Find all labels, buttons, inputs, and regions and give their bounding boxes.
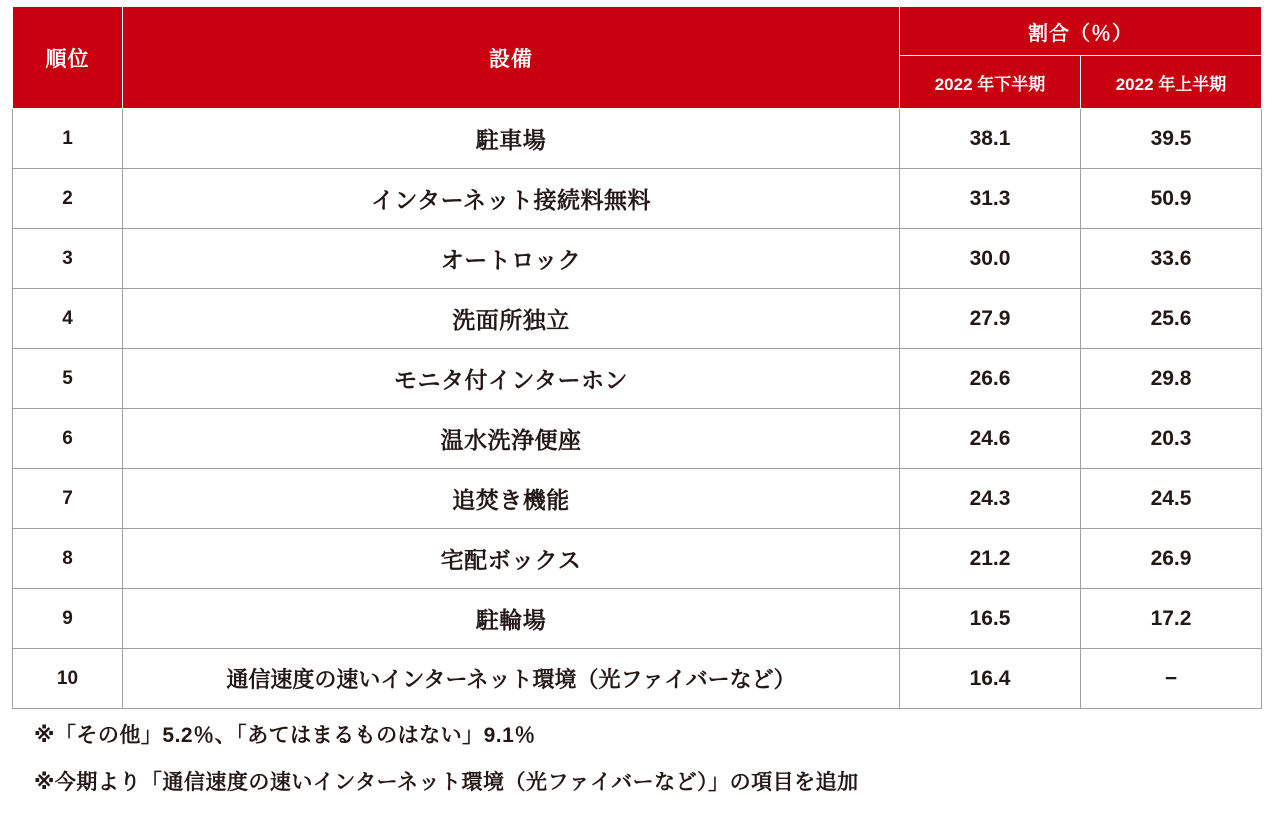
cell-first-half: 39.5	[1081, 109, 1262, 169]
cell-facility: インターネット接続料無料	[123, 169, 900, 229]
cell-rank: 6	[13, 409, 123, 469]
cell-rank: 10	[13, 649, 123, 709]
cell-latter-half: 30.0	[900, 229, 1081, 289]
cell-first-half: 26.9	[1081, 529, 1262, 589]
cell-latter-half: 38.1	[900, 109, 1081, 169]
cell-rank: 7	[13, 469, 123, 529]
cell-facility: 温水洗浄便座	[123, 409, 900, 469]
cell-rank: 9	[13, 589, 123, 649]
cell-first-half: 25.6	[1081, 289, 1262, 349]
cell-rank: 3	[13, 229, 123, 289]
cell-first-half: 20.3	[1081, 409, 1262, 469]
table-row	[13, 409, 1262, 469]
facility-ranking-table	[12, 6, 1262, 709]
cell-latter-half: 27.9	[900, 289, 1081, 349]
table-body	[13, 109, 1262, 709]
cell-first-half: 29.8	[1081, 349, 1262, 409]
cell-latter-half: 31.3	[900, 169, 1081, 229]
table-row	[13, 529, 1262, 589]
cell-rank: 8	[13, 529, 123, 589]
cell-latter-half: 16.4	[900, 649, 1081, 709]
column-header-period-first: 2022 年上半期	[1081, 56, 1262, 109]
column-header-period-latter: 2022 年下半期	[900, 56, 1081, 109]
cell-first-half: 50.9	[1081, 169, 1262, 229]
cell-facility: 洗面所独立	[123, 289, 900, 349]
table-row	[13, 229, 1262, 289]
table-header	[13, 7, 1262, 109]
table-row	[13, 349, 1262, 409]
cell-facility: 宅配ボックス	[123, 529, 900, 589]
table-header-row-top	[13, 7, 1262, 56]
cell-latter-half: 21.2	[900, 529, 1081, 589]
cell-latter-half: 24.6	[900, 409, 1081, 469]
table-row	[13, 169, 1262, 229]
cell-rank: 2	[13, 169, 123, 229]
cell-latter-half: 26.6	[900, 349, 1081, 409]
cell-first-half: 33.6	[1081, 229, 1262, 289]
cell-rank: 1	[13, 109, 123, 169]
cell-facility: 通信速度の速いインターネット環境（光ファイバーなど）	[123, 649, 900, 709]
footnote-line-2: ※今期より「通信速度の速いインターネット環境（光ファイバーなど）」の項目を追加	[34, 771, 859, 794]
table-row	[13, 469, 1262, 529]
table-row	[13, 649, 1262, 709]
cell-first-half: 24.5	[1081, 469, 1262, 529]
cell-latter-half: 16.5	[900, 589, 1081, 649]
cell-first-half: −	[1081, 649, 1262, 709]
table-row	[13, 109, 1262, 169]
column-header-facility: 設備	[123, 7, 900, 109]
cell-facility: オートロック	[123, 229, 900, 289]
cell-rank: 4	[13, 289, 123, 349]
cell-first-half: 17.2	[1081, 589, 1262, 649]
cell-rank: 5	[13, 349, 123, 409]
column-header-ratio: 割合（％）	[900, 7, 1262, 56]
table-row	[13, 289, 1262, 349]
cell-facility: 駐車場	[123, 109, 900, 169]
table-row	[13, 589, 1262, 649]
cell-facility: 追焚き機能	[123, 469, 900, 529]
footnote-line-1: ※「その他」5.2％、「あてはまるものはない」9.1％	[34, 724, 536, 747]
footnotes	[12, 725, 1261, 819]
column-header-rank: 順位	[13, 7, 123, 109]
cell-latter-half: 24.3	[900, 469, 1081, 529]
cell-facility: 駐輪場	[123, 589, 900, 649]
cell-facility: モニタ付インターホン	[123, 349, 900, 409]
